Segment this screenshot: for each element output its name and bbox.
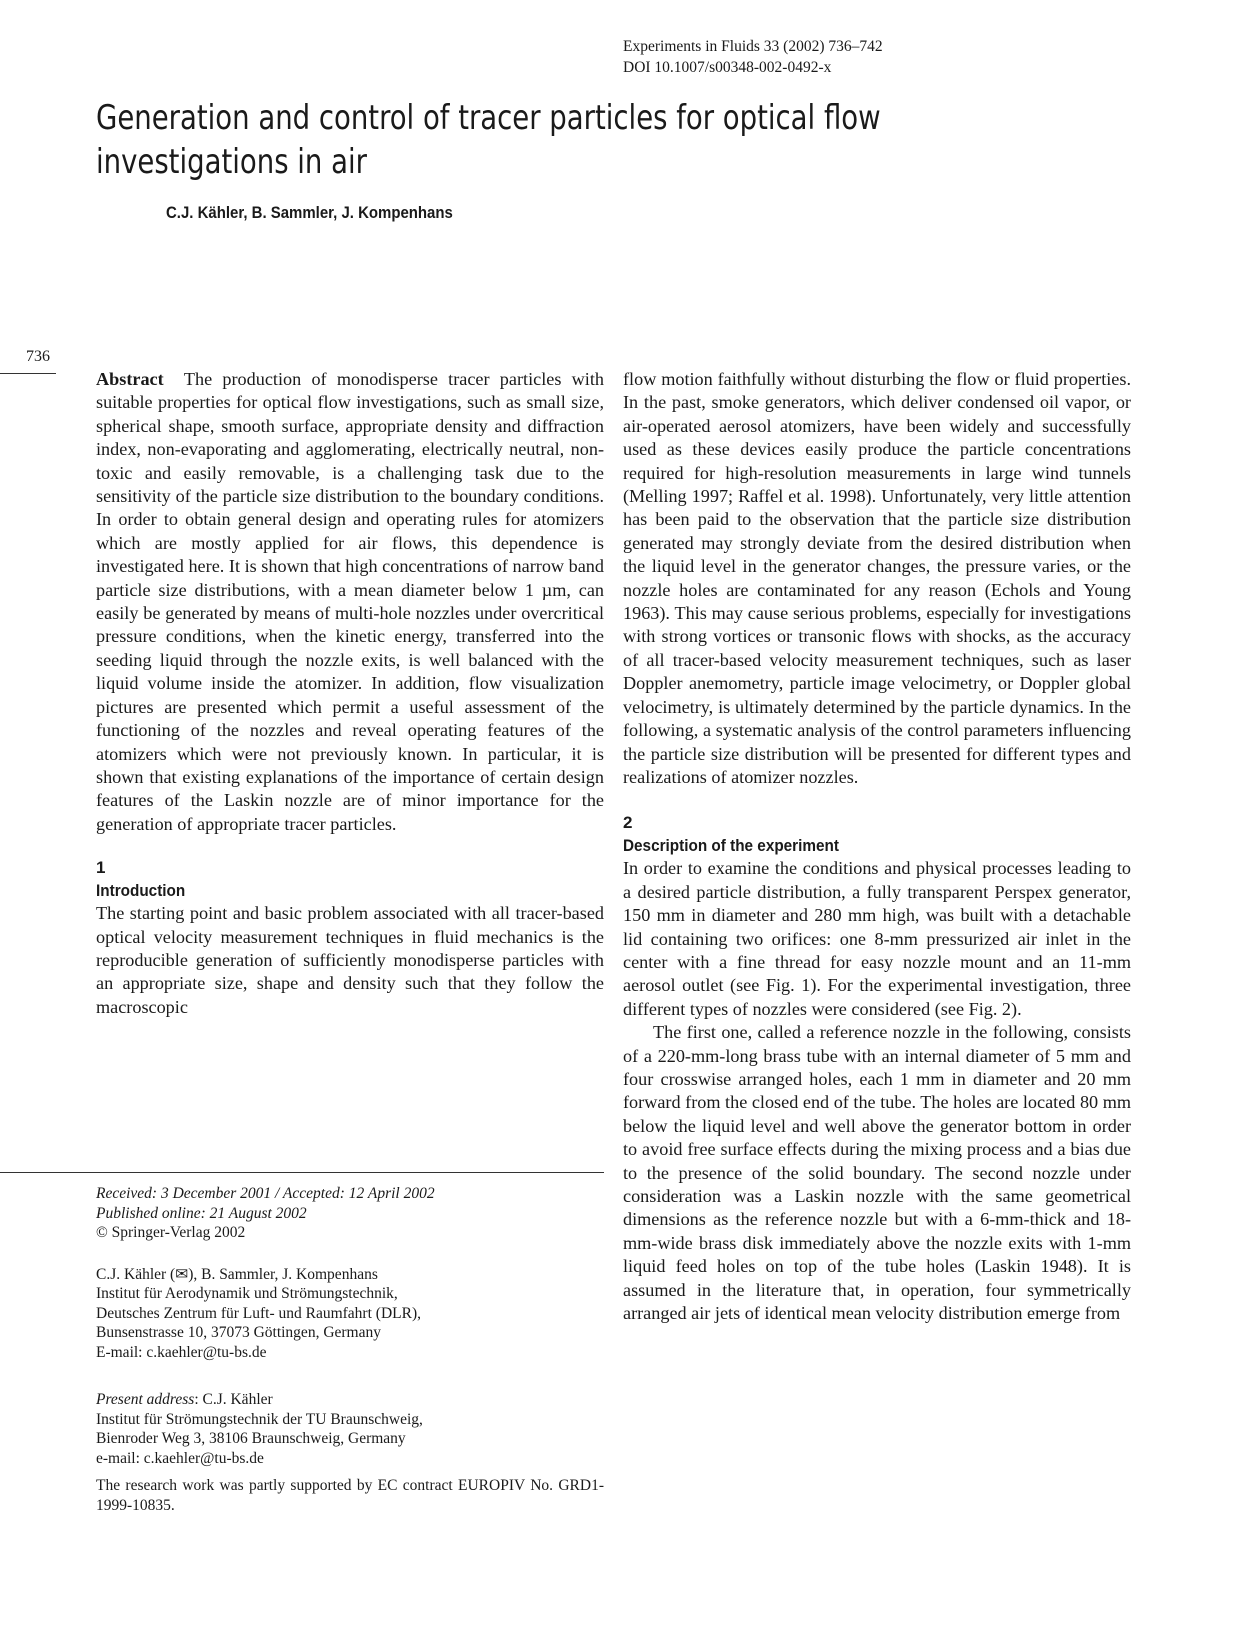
- journal-citation: Experiments in Fluids 33 (2002) 736–742: [623, 38, 883, 55]
- present-address-name: : C.J. Kähler: [194, 1391, 273, 1408]
- right-column: [623, 368, 1131, 1325]
- journal-header: [623, 36, 883, 78]
- abstract-label: Abstract: [96, 369, 164, 389]
- paper-title: Generation and control of tracer particles for optical flow investigations in air: [96, 98, 881, 182]
- section-heading: Description of the experiment: [623, 836, 839, 856]
- corresponding-authors: C.J. Kähler (✉), B. Sammler, J. Kompenhans: [96, 1265, 378, 1283]
- abstract-text: The production of monodisperse tracer particles with suitable properties for optical flow investigations, such as small size, spherical shape, smooth surface, appropriate density and diffraction index, non-evaporating and agglomerating, electrically neutral, non-toxic and easily removable, is a challenging task due to the sensitivity of the particle size distribution to the boundary conditions. In order to obtain general design and operating rules for atomizers which are mostly applied for air flows, this dependence is investigated here. It is shown that high concentrations of narrow band particle size distributions, with a mean diameter below 1 µm, can easily be generated by means of multi-hole nozzles under overcritical pressure conditions, when the kinetic energy, transferred into the seeding liquid through the nozzle exits, is well balanced with the liquid volume inside the atomizer. In addition, flow visualization pictures are presented which permit a useful assessment of the functioning of the nozzles and reveal operating features of the atomizers which were not previously known. In particular, it is shown that existing explanations of the importance of certain design features of the Laskin nozzle are of minor importance for the generation of appropriate tracer particles.: [96, 369, 604, 834]
- present-address-line: Bienroder Weg 3, 38106 Braunschweig, Germany: [96, 1430, 406, 1447]
- spacer: [623, 789, 1131, 811]
- received-dates: Received: 3 December 2001 / Accepted: 12 April 2002: [96, 1185, 435, 1202]
- spacer: [96, 836, 604, 856]
- section-heading: Introduction: [96, 881, 186, 901]
- footnote-rule: [0, 1172, 604, 1173]
- abstract: [96, 368, 604, 836]
- copyright: © Springer-Verlag 2002: [96, 1224, 246, 1241]
- affiliation-line: Bunsenstrasse 10, 37073 Göttingen, Germany: [96, 1324, 381, 1341]
- affiliation-line: Deutsches Zentrum für Luft- und Raumfahrt (DLR),: [96, 1304, 421, 1322]
- footnote-block: [96, 1184, 604, 1515]
- paragraph: In order to examine the conditions and physical processes leading to a desired particle distribution, a fully transparent Perspex generator, 150 mm in diameter and 280 mm high, was built with a detachable lid containing two orifices: one 8-mm pressurized air inlet in the center with a fine thread for easy nozzle mount and an 11-mm aerosol outlet (see Fig. 1). For the experimental investigation, three different types of nozzles were considered (see Fig. 2).: [623, 858, 1131, 1019]
- doi: DOI 10.1007/s00348-002-0492-x: [623, 59, 832, 76]
- spacer: [96, 1243, 604, 1265]
- section-number: 1: [96, 858, 106, 878]
- section-number: 2: [623, 813, 633, 833]
- spacer: [96, 1362, 604, 1390]
- present-address: [96, 1390, 604, 1410]
- paragraph: flow motion faithfully without disturbing the flow or fluid properties. In the past, smoke generators, which deliver condensed oil vapor, or air-operated aerosol atomizers, have been widely and successfully used as these devices easily produce the particle concentrations required for high-resolution measurements in large wind tunnels (Melling 1997; Raffel et al. 1998). Unfortunately, very little attention has been paid to the observation that the particle size distribution generated may strongly deviate from the desired distribution when the liquid level in the generator changes, the pressure varies, or the nozzle holes are contaminated for any reason (Echols and Young 1963). This may cause serious problems, especially for investigations with strong vortices or transonic flows with shocks, as the accuracy of all tracer-based velocity measurement techniques, such as laser Doppler anemometry, particle image velocimetry, or Doppler global velocimetry, is ultimately determined by the particle dynamics. In the following, a systematic analysis of the control parameters influencing the particle size distribution will be presented for different types and realizations of atomizer nozzles.: [623, 369, 1131, 787]
- affiliation-line: Institut für Aerodynamik und Strömungstechnik,: [96, 1285, 398, 1302]
- present-address-label: Present address: [96, 1391, 195, 1408]
- funding-note: The research work was partly supported by EC contract EUROPIV No. GRD1-1999-10835.: [96, 1477, 604, 1514]
- author-email: E-mail: c.kaehler@tu-bs.de: [96, 1343, 267, 1361]
- left-column: [96, 368, 604, 1019]
- page-number: 736: [26, 348, 50, 365]
- paragraph: The first one, called a reference nozzle in the following, consists of a 220-mm-long brass tube with an internal diameter of 5 mm and four crosswise arranged holes, each 1 mm in diameter and 20 mm forward from the closed end of the tube. The holes are located 80 mm below the liquid level and well above the generator bottom in order to avoid free surface effects during the mixing process and a bias due to the presence of the solid boundary. The second nozzle under consideration was a Laskin nozzle with the same geometrical dimensions as the reference nozzle but with a 6-mm-thick and 18-mm-wide brass disk immediately above the nozzle exits with 1-mm liquid feed holes on top of the tube holes (Laskin 1948). It is assumed in the literature that, in operation, four symmetrically arranged air jets of identical mean velocity distribution emerge from: [623, 1022, 1131, 1324]
- published-date: Published online: 21 August 2002: [96, 1204, 307, 1222]
- spacer: [96, 1468, 604, 1476]
- present-address-line: Institut für Strömungstechnik der TU Braunschweig,: [96, 1410, 423, 1428]
- author-list: C.J. Kähler, B. Sammler, J. Kompenhans: [166, 203, 453, 222]
- paragraph: The starting point and basic problem associated with all tracer-based optical velocity measurement techniques in fluid mechanics is the reproducible generation of sufficiently monodisperse particles with an appropriate size, shape and density such that they follow the macroscopic: [96, 903, 604, 1017]
- present-address-email: e-mail: c.kaehler@tu-bs.de: [96, 1449, 264, 1467]
- page-number-rule: [0, 373, 56, 374]
